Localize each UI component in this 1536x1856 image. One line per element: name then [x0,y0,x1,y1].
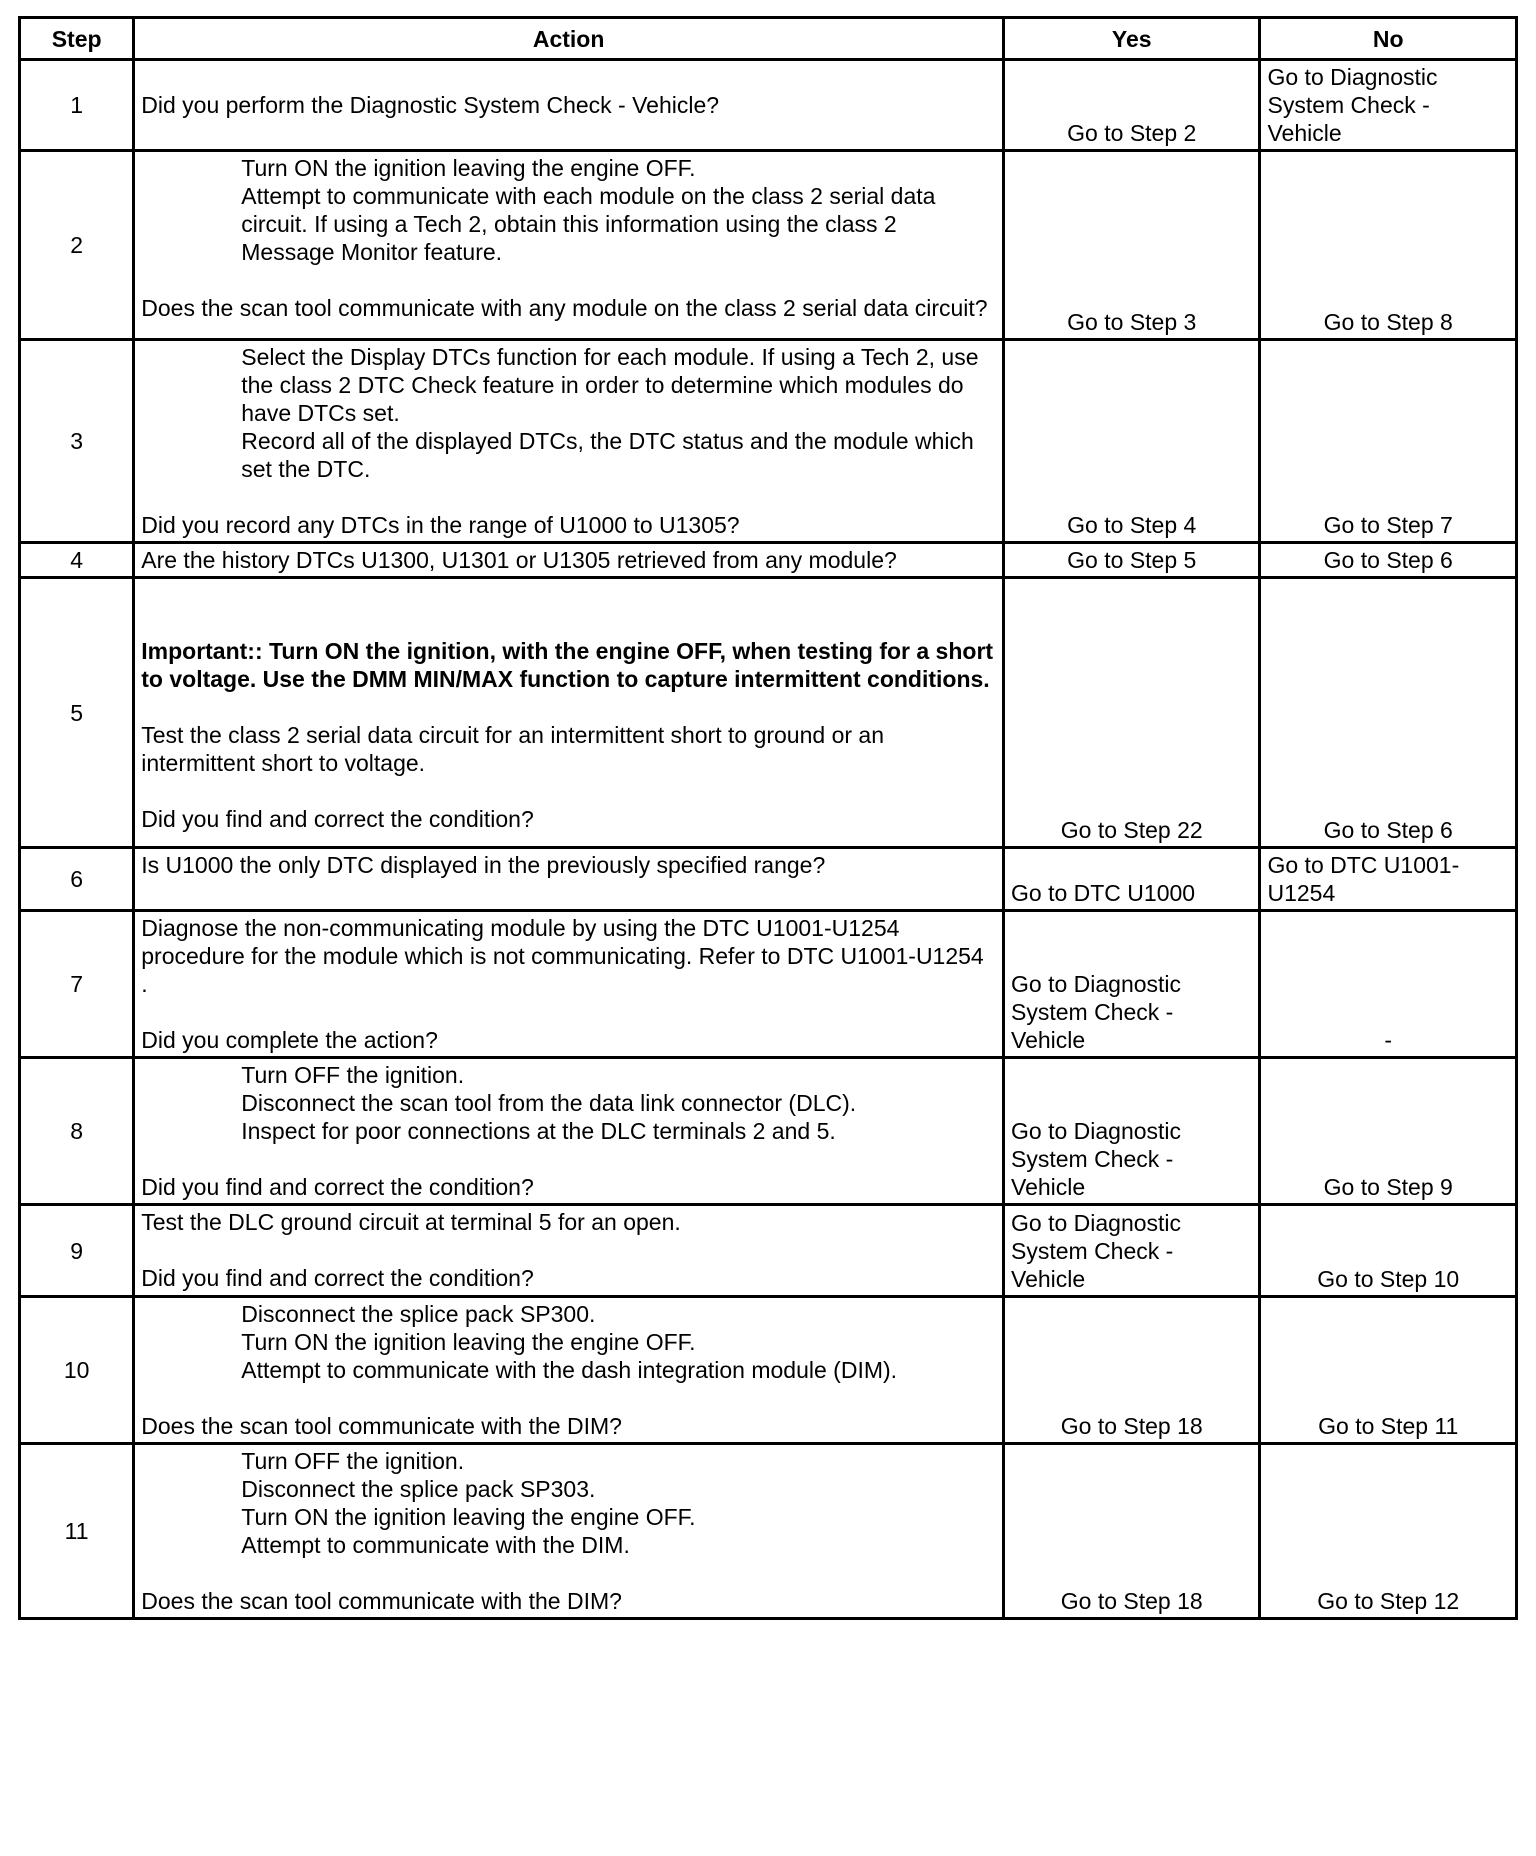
instruction-list [141,1061,996,1145]
diagnostic-table [18,16,1518,1620]
step-number: 11 [20,1444,134,1619]
important-note: Important:: Turn ON the ignition, with the engine OFF, when testing for a short to voltage. Use the DMM MIN/MAX function to capture intermittent conditions. [141,638,994,692]
yes-cell: Go to Step 18 [1004,1297,1260,1444]
table-row [20,911,1517,1058]
yes-cell: Go to Step 4 [1004,340,1260,543]
header-step: Step [20,18,134,60]
action-cell [134,848,1004,911]
yes-cell: Go to Step 22 [1004,578,1260,848]
no-cell: Go to Step 10 [1260,1205,1517,1297]
instruction-list [141,343,996,483]
instruction-item: Turn ON the ignition leaving the engine OFF. [241,1504,696,1530]
instruction-list [141,1300,996,1384]
instruction-item: Disconnect the scan tool from the data link connector (DLC). [241,1090,857,1116]
table-row [20,340,1517,543]
action-cell [134,1205,1004,1297]
yes-cell: Go to Step 3 [1004,151,1260,340]
no-cell: Go to Step 12 [1260,1444,1517,1619]
table-row [20,1297,1517,1444]
table-row [20,543,1517,578]
step-number: 8 [20,1058,134,1205]
instruction-list [141,1447,996,1559]
question-text: Did you perform the Diagnostic System Check - Vehicle? [141,92,720,118]
step-number: 2 [20,151,134,340]
instruction-list [141,154,996,266]
instruction-item: Turn ON the ignition leaving the engine OFF. [241,1329,696,1355]
instruction-item: Record all of the displayed DTCs, the DTC status and the module which set the DTC. [241,428,974,482]
table-row [20,1444,1517,1619]
table-row [20,1205,1517,1297]
action-cell [134,578,1004,848]
header-yes: Yes [1004,18,1260,60]
table-row [20,1058,1517,1205]
step-number: 3 [20,340,134,543]
yes-cell: Go to Diagnostic System Check - Vehicle [1004,911,1260,1058]
action-cell [134,911,1004,1058]
action-cell [134,151,1004,340]
step-number: 10 [20,1297,134,1444]
step-number: 5 [20,578,134,848]
yes-cell: Go to Step 5 [1004,543,1260,578]
instruction-item: Disconnect the splice pack SP303. [241,1476,596,1502]
question-text: Did you complete the action? [141,1027,438,1053]
no-cell: Go to Step 8 [1260,151,1517,340]
table-row [20,848,1517,911]
step-number: 9 [20,1205,134,1297]
instruction-item: Attempt to communicate with the dash integration module (DIM). [241,1357,898,1383]
instruction-item: Turn OFF the ignition. [241,1448,465,1474]
action-cell [134,1444,1004,1619]
step-number: 4 [20,543,134,578]
question-text: Does the scan tool communicate with the DIM? [141,1588,622,1614]
instruction-item: Disconnect the splice pack SP300. [241,1301,596,1327]
step-number: 1 [20,60,134,151]
instruction-item: Attempt to communicate with each module on the class 2 serial data circuit. If using a Tech 2, obtain this information using the class 2 Message Monitor feature. [241,183,936,265]
procedure-text: Test the class 2 serial data circuit for an intermittent short to ground or an intermittent short to voltage. [141,722,884,776]
question-text: Does the scan tool communicate with the DIM? [141,1413,622,1439]
yes-cell: Go to DTC U1000 [1004,848,1260,911]
header-no: No [1260,18,1517,60]
diagnostic-page [18,16,1518,1620]
no-cell: Go to Step 11 [1260,1297,1517,1444]
action-cell [134,543,1004,578]
no-cell: Go to Step 6 [1260,578,1517,848]
instruction-item: Turn OFF the ignition. [241,1062,465,1088]
question-text: Does the scan tool communicate with any module on the class 2 serial data circuit? [141,295,988,321]
no-cell: Go to Diagnostic System Check - Vehicle [1260,60,1517,151]
no-cell: Go to Step 6 [1260,543,1517,578]
instruction-item: Select the Display DTCs function for each module. If using a Tech 2, use the class 2 DTC Check feature in order to determine which modules do have DTCs set. [241,344,979,426]
yes-cell: Go to Step 18 [1004,1444,1260,1619]
yes-cell: Go to Diagnostic System Check - Vehicle [1004,1058,1260,1205]
action-cell [134,60,1004,151]
instruction-item: Turn ON the ignition leaving the engine OFF. [241,155,696,181]
no-cell: - [1260,911,1517,1058]
table-row [20,60,1517,151]
question-text: Did you find and correct the condition? [141,1265,534,1291]
no-cell: Go to Step 7 [1260,340,1517,543]
action-cell [134,1297,1004,1444]
instruction-item: Inspect for poor connections at the DLC terminals 2 and 5. [241,1118,836,1144]
question-text: Are the history DTCs U1300, U1301 or U1305 retrieved from any module? [141,547,897,573]
question-text: Is U1000 the only DTC displayed in the previously specified range? [141,852,826,878]
action-cell [134,340,1004,543]
question-text: Did you find and correct the condition? [141,806,534,832]
no-cell: Go to Step 9 [1260,1058,1517,1205]
question-text: Did you record any DTCs in the range of U1000 to U1305? [141,512,740,538]
procedure-text: Diagnose the non-communicating module by using the DTC U1001-U1254 procedure for the module which is not communicating. Refer to DTC U1001-U1254 . [141,915,984,997]
action-cell [134,1058,1004,1205]
step-number: 7 [20,911,134,1058]
header-row [20,18,1517,60]
step-number: 6 [20,848,134,911]
question-text: Did you find and correct the condition? [141,1174,534,1200]
table-row [20,578,1517,848]
no-cell: Go to DTC U1001-U1254 [1260,848,1517,911]
instruction-item: Attempt to communicate with the DIM. [241,1532,630,1558]
yes-cell: Go to Diagnostic System Check - Vehicle [1004,1205,1260,1297]
yes-cell: Go to Step 2 [1004,60,1260,151]
table-row [20,151,1517,340]
procedure-text: Test the DLC ground circuit at terminal 5 for an open. [141,1209,681,1235]
header-action: Action [134,18,1004,60]
